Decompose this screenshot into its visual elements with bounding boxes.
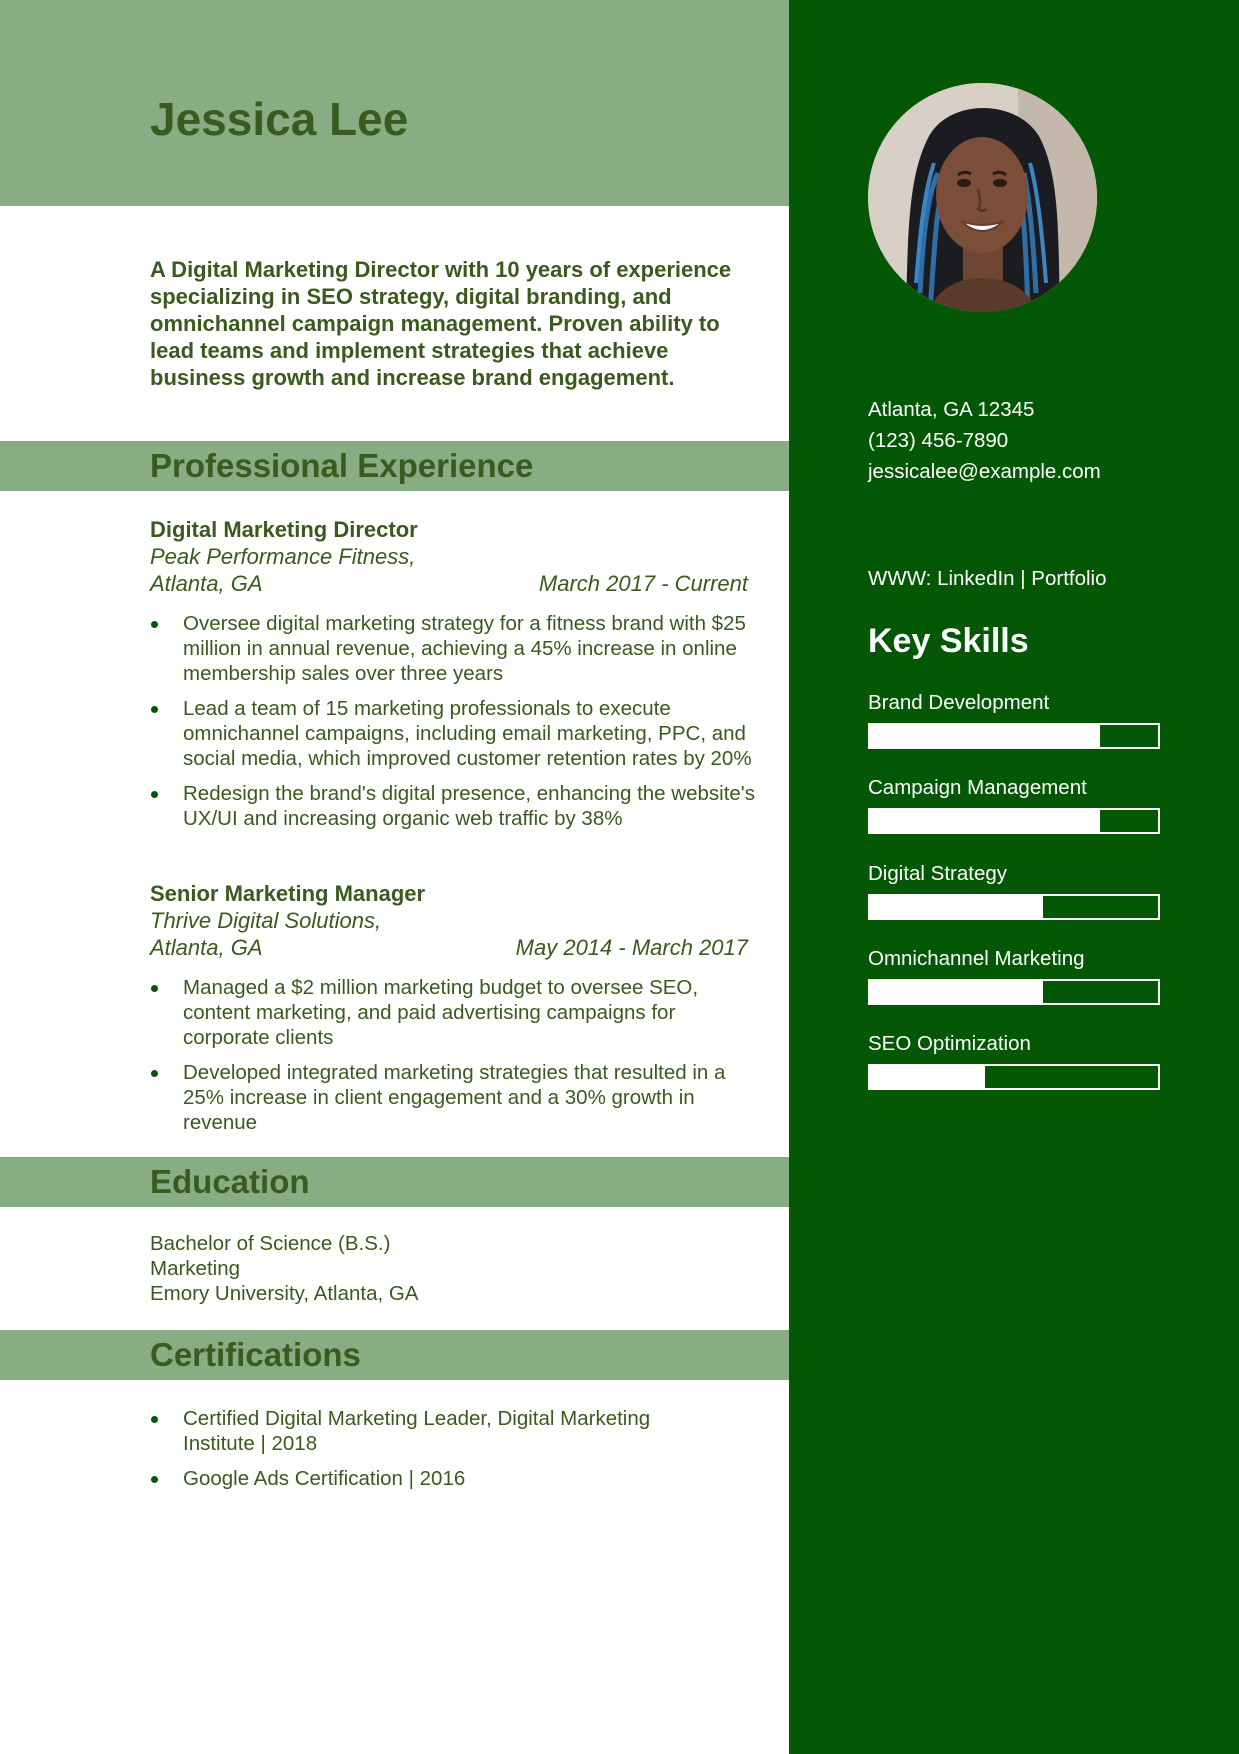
skill-item <box>868 861 1160 920</box>
skill-level-fill <box>870 896 1043 918</box>
education-entry <box>150 1231 418 1306</box>
job-title: Senior Marketing Manager <box>150 881 426 906</box>
skill-level-fill <box>870 981 1043 1003</box>
summary: A Digital Marketing Director with 10 years of experience specializing in SEO strategy, digital branding, and omnichannel campaign management. Proven ability to lead teams and implement strategies that achieve business growth and increase brand engagement. <box>150 257 732 390</box>
job-entry <box>150 880 748 961</box>
skill-level-fill <box>870 810 1100 832</box>
job-dates: March 2017 - Current <box>538 571 748 596</box>
job-location-row <box>150 570 748 597</box>
job-title: Digital Marketing Director <box>150 517 418 542</box>
avatar <box>868 83 1097 312</box>
section-title-experience: Professional Experience <box>150 447 534 484</box>
name-header <box>0 0 789 206</box>
list-item: Lead a team of 15 marketing professionals to execute omnichannel campaigns, including email marketing, PPC, and social media, which improved customer retention rates by 20% <box>150 696 755 771</box>
skill-name: Brand Development <box>868 691 1050 714</box>
education-school: Emory University, Atlanta, GA <box>150 1282 419 1305</box>
skill-item <box>868 690 1160 749</box>
skill-item <box>868 1031 1160 1090</box>
skill-level-bar <box>868 894 1160 920</box>
list-item: Oversee digital marketing strategy for a fitness brand with $25 million in annual revenue, achieving a 45% increase in online membership sales over three years <box>150 611 755 686</box>
job-dates: May 2014 - March 2017 <box>515 935 748 960</box>
skill-level-bar <box>868 1064 1160 1090</box>
skill-name: Digital Strategy <box>868 862 1008 885</box>
candidate-name: Jessica Lee <box>150 93 409 145</box>
education-major: Marketing <box>150 1257 241 1280</box>
contact-links[interactable]: WWW: LinkedIn | Portfolio <box>868 567 1107 590</box>
skill-level-bar <box>868 979 1160 1005</box>
section-title-certifications: Certifications <box>150 1336 361 1373</box>
skill-name: SEO Optimization <box>868 1032 1031 1055</box>
skill-item <box>868 775 1160 834</box>
list-item: Managed a $2 million marketing budget to oversee SEO, content marketing, and paid advertising campaigns for corporate clients <box>150 975 755 1050</box>
certification-list <box>150 1406 710 1491</box>
job-entry <box>150 516 748 597</box>
section-title-education: Education <box>150 1163 310 1200</box>
list-item: Google Ads Certification | 2016 <box>150 1466 710 1491</box>
job-company: Peak Performance Fitness, <box>150 544 416 569</box>
contact-address: Atlanta, GA 12345 <box>868 398 1035 421</box>
skill-level-fill <box>870 725 1100 747</box>
skill-item <box>868 946 1160 1005</box>
contact-phone: (123) 456-7890 <box>868 429 1009 452</box>
contact-info <box>868 394 1101 487</box>
skill-name: Campaign Management <box>868 776 1087 799</box>
job-bullets <box>150 611 755 831</box>
section-header-certifications <box>0 1330 789 1380</box>
section-header-experience <box>0 441 789 491</box>
list-item: Certified Digital Marketing Leader, Digital Marketing Institute | 2018 <box>150 1406 710 1456</box>
education-degree: Bachelor of Science (B.S.) <box>150 1232 391 1255</box>
list-item: Redesign the brand's digital presence, enhancing the website's UX/UI and increasing organic web traffic by 38% <box>150 781 755 831</box>
skill-level-bar <box>868 808 1160 834</box>
list-item: Developed integrated marketing strategies that resulted in a 25% increase in client engagement and a 30% growth in revenue <box>150 1060 755 1135</box>
skills-title: Key Skills <box>868 622 1029 660</box>
portrait-illustration <box>868 83 1097 312</box>
contact-email[interactable]: jessicalee@example.com <box>868 460 1101 483</box>
skill-level-bar <box>868 723 1160 749</box>
job-location: Atlanta, GA <box>150 935 263 960</box>
job-location-row <box>150 934 748 961</box>
job-location: Atlanta, GA <box>150 571 263 596</box>
job-bullets <box>150 975 755 1135</box>
section-header-education <box>0 1157 789 1207</box>
job-company: Thrive Digital Solutions, <box>150 908 382 933</box>
skill-name: Omnichannel Marketing <box>868 947 1085 970</box>
skill-level-fill <box>870 1066 985 1088</box>
